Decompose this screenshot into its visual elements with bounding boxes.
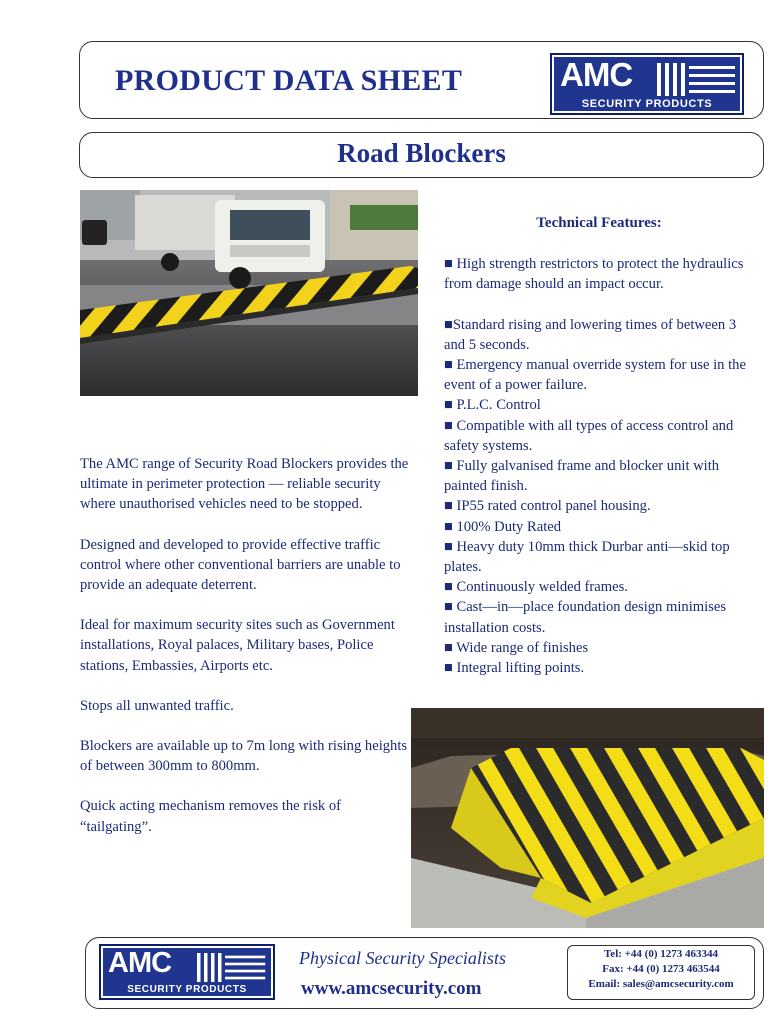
feature-item: ■ 100% Duty Rated bbox=[444, 518, 562, 535]
intro-text bbox=[80, 454, 415, 857]
intro-paragraph: The AMC range of Security Road Blockers provides the ultimate in perimeter protection — reliable security where unauthorised vehicles need to be stopped. bbox=[80, 456, 409, 513]
features-heading: Technical Features: bbox=[536, 215, 662, 231]
intro-paragraph: Designed and developed to provide effective traffic control where other conventional barriers are unable to provide an adequate deterrent. bbox=[80, 536, 401, 594]
logo-brand: AMC bbox=[108, 947, 172, 979]
logo-brand: AMC bbox=[560, 56, 633, 93]
logo-tagline: SECURITY PRODUCTS bbox=[127, 984, 247, 995]
amc-logo bbox=[550, 53, 744, 115]
feature-item: ■ P.L.C. Control bbox=[444, 397, 541, 414]
product-title-panel bbox=[79, 132, 764, 178]
contact-details bbox=[567, 945, 755, 1000]
logo-tagline: SECURITY PRODUCTS bbox=[581, 98, 713, 110]
feature-item: ■ Wide range of finishes bbox=[444, 639, 589, 656]
amc-logo bbox=[99, 944, 275, 1000]
feature-item: ■ Emergency manual override system for use in the event of a power failure. bbox=[444, 357, 746, 394]
website-link[interactable]: www.amcsecurity.com bbox=[301, 978, 482, 999]
intro-paragraph: Quick acting mechanism removes the risk of “tailgating”. bbox=[80, 798, 341, 835]
header-panel bbox=[79, 41, 764, 119]
logo-bars-icon bbox=[657, 63, 737, 96]
feature-item: ■ Heavy duty 10mm thick Durbar anti—skid top plates. bbox=[444, 538, 730, 576]
company-tagline: Physical Security Specialists bbox=[299, 948, 506, 968]
feature-item: ■ Integral lifting points. bbox=[444, 660, 585, 677]
feature-item: ■ High strength restrictors to protect the hydraulics from damage should an impact occur. bbox=[444, 256, 744, 293]
technical-features bbox=[444, 213, 754, 678]
intro-paragraph: Ideal for maximum security sites such as Government installations, Royal palaces, Military bases, Police stations, Embassies, Airports etc. bbox=[80, 617, 395, 674]
footer-panel bbox=[85, 937, 764, 1009]
feature-item: ■ Compatible with all types of access control and safety systems. bbox=[444, 417, 734, 454]
truck-road-blocker-photo bbox=[80, 190, 418, 396]
product-title: Road Blockers bbox=[337, 138, 506, 168]
contact-email[interactable]: Email: sales@amcsecurity.com bbox=[588, 978, 734, 990]
intro-paragraph: Stops all unwanted traffic. bbox=[80, 697, 234, 714]
page-title: PRODUCT DATA SHEET bbox=[115, 64, 463, 97]
feature-item: ■Standard rising and lowering times of between 3 and 5 seconds. bbox=[444, 316, 737, 353]
road-blocker-closeup-photo bbox=[411, 708, 764, 928]
feature-item: ■ Fully galvanised frame and blocker unit with painted finish. bbox=[444, 458, 720, 495]
logo-bars-icon bbox=[197, 953, 267, 982]
contact-fax: Fax: +44 (0) 1273 463544 bbox=[602, 963, 720, 975]
intro-paragraph: Blockers are available up to 7m long with rising heights of between 300mm to 800mm. bbox=[80, 738, 408, 775]
feature-item: ■ IP55 rated control panel housing. bbox=[444, 498, 651, 515]
contact-tel: Tel: +44 (0) 1273 463344 bbox=[603, 948, 719, 960]
feature-item: ■ Cast—in—place foundation design minimises installation costs. bbox=[444, 599, 727, 636]
feature-item: ■ Continuously welded frames. bbox=[444, 579, 628, 596]
